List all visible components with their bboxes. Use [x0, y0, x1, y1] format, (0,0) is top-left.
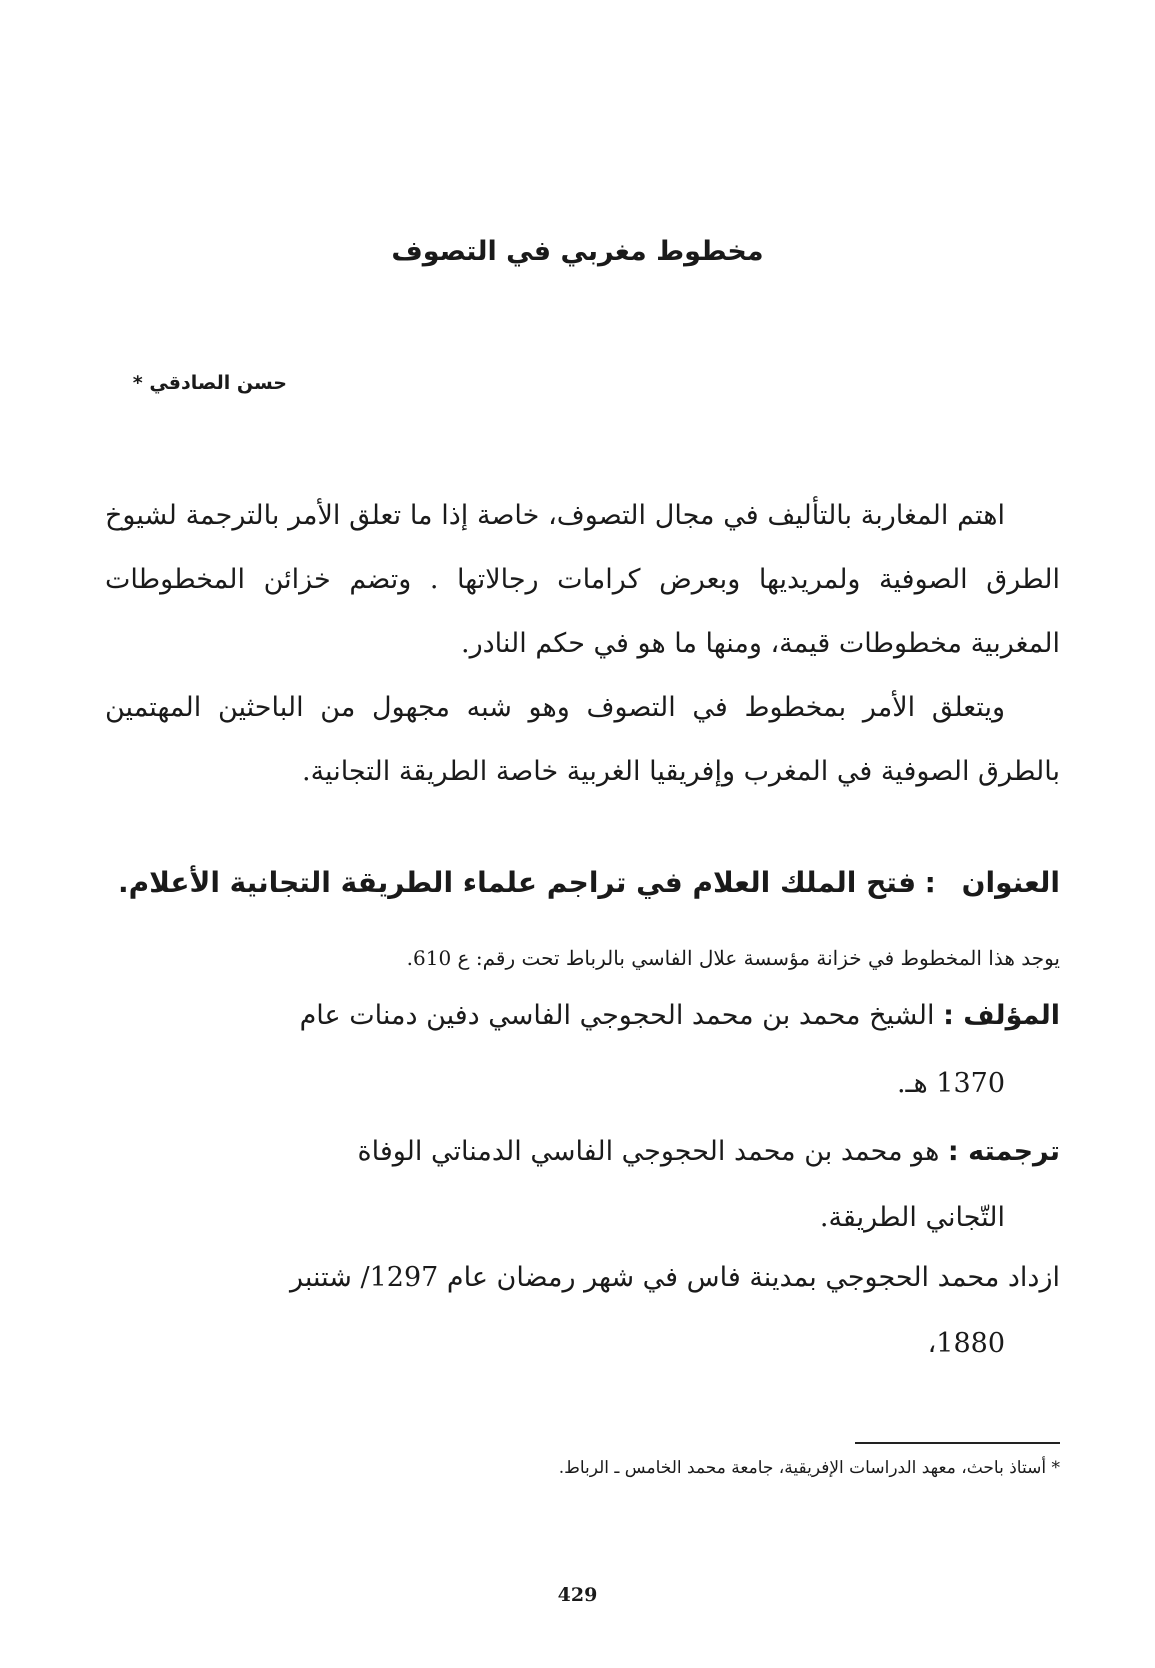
biography-label: ترجمته : — [947, 1136, 1060, 1167]
birth-year: 1880، — [927, 1328, 1005, 1359]
paragraph-manuscript-context: ويتعلق الأمر بمخطوط في التصوف وهو شبه مجهول من الباحثين المهتمين بالطرق الصوفية في المغرب وإفريقيا الغربية خاصة الطريقة التجانية. — [105, 692, 1060, 787]
article-title: مخطوط مغربي في التصوف — [391, 236, 764, 267]
manuscript-author-line — [105, 1000, 1060, 1031]
birth-line: ازداد محمد الحجوجي بمدينة فاس في شهر رمضان عام 1297/ شتنبر — [289, 1262, 1060, 1293]
footnote: * أستاذ باحث، معهد الدراسات الإفريقية، جامعة محمد الخامس ـ الرباط. — [558, 1458, 1060, 1478]
title-separator: : — [924, 866, 936, 899]
article-author: حسن الصادقي * — [132, 372, 287, 394]
page-number: 429 — [557, 1584, 598, 1606]
author-death-year: 1370 هـ. — [896, 1068, 1005, 1099]
biography-line — [105, 1136, 1060, 1167]
paragraph-intro: اهتم المغاربة بالتأليف في مجال التصوف، خاصة إذا ما تعلق الأمر بالترجمة لشيوخ الطرق الصوفية ولمريديها وبعرض كرامات رجالاتها . وتضم خزائن المخطوطات المغربية مخطوطات قيمة، ومنها ما هو في حكم النادر. — [105, 500, 1060, 659]
author-label: المؤلف : — [943, 1000, 1060, 1031]
footnote-divider — [855, 1442, 1060, 1444]
manuscript-title: فتح الملك العلام في تراجم علماء الطريقة التجانية الأعلام. — [117, 866, 917, 899]
biography-continuation: التّجاني الطريقة. — [819, 1202, 1005, 1233]
manuscript-title-line — [105, 866, 1060, 899]
title-label: العنوان — [961, 866, 1060, 899]
biography-value: هو محمد بن محمد الحجوجي الفاسي الدمناتي الوفاة — [357, 1136, 940, 1167]
manuscript-location: يوجد هذا المخطوط في خزانة مؤسسة علال الفاسي بالرباط تحت رقم: ع 610. — [406, 946, 1060, 970]
author-value: الشيخ محمد بن محمد الحجوجي الفاسي دفين دمنات عام — [299, 1000, 935, 1031]
